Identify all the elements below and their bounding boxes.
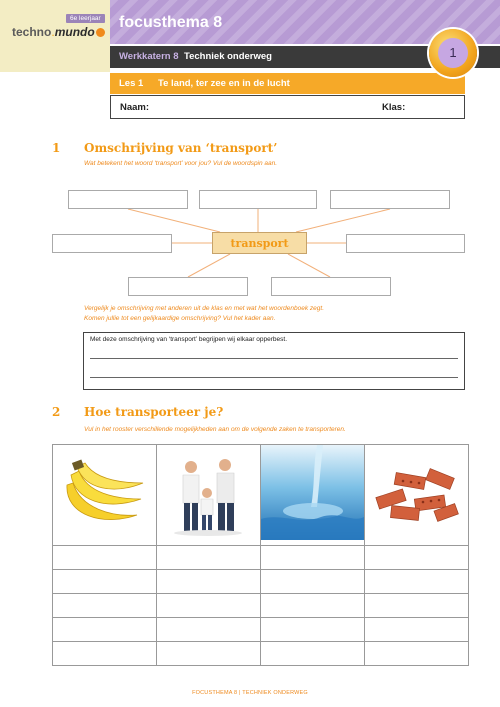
page-title: focusthema 8 [119, 14, 223, 31]
werkkatern-label: Werkkatern 8 [119, 51, 179, 62]
grid-cell[interactable] [157, 618, 261, 642]
grade-badge: 6e leerjaar [66, 14, 105, 23]
spider-answer-box-2[interactable] [199, 190, 317, 209]
spider-answer-box-4[interactable] [52, 234, 172, 253]
grid-cell[interactable] [157, 546, 261, 570]
spider-center-word: transport [230, 237, 289, 250]
section-1-instruction-2b: Komen jullie tot een gelijkaardige omschrijving? Vul het kader aan. [84, 315, 276, 322]
grid-cell[interactable] [53, 594, 157, 618]
grid-cell[interactable] [261, 618, 365, 642]
logo-part-dot: . [51, 25, 55, 39]
family-image [157, 445, 260, 540]
bricks-cell [365, 445, 469, 546]
spider-line-1 [128, 209, 220, 232]
spider-answer-box-1[interactable] [68, 190, 188, 209]
section-1-instruction-2a: Vergelijk je omschrijving met anderen uit de klas en met wat het woordenboek zegt. [84, 305, 325, 312]
grid-cell[interactable] [53, 546, 157, 570]
spider-answer-box-5[interactable] [346, 234, 465, 253]
grid-cell[interactable] [365, 570, 469, 594]
family-cell [157, 445, 261, 546]
grid-cell[interactable] [157, 642, 261, 666]
werkkatern-title: Techniek onderweg [184, 51, 272, 62]
section-2-title: Hoe transporteer je? [84, 405, 224, 419]
logo-part-techno: techno [12, 25, 52, 39]
spider-answer-box-3[interactable] [330, 190, 450, 209]
grid-cell[interactable] [157, 570, 261, 594]
section-1-title: Omschrijving van ‘transport’ [84, 141, 278, 155]
section-2-instruction: Vul in het rooster verschillende mogelijkheden aan om de volgende zaken te transporteren. [84, 426, 346, 433]
spider-answer-box-7[interactable] [271, 277, 391, 296]
grid-cell[interactable] [261, 546, 365, 570]
spider-line-6 [188, 254, 230, 277]
water-image [261, 445, 364, 540]
definition-line-1 [90, 358, 458, 359]
definition-text: Met deze omschrijving van ‘transport’ begrijpen wij elkaar opperbest. [90, 336, 288, 343]
grid-cell[interactable] [53, 570, 157, 594]
spider-answer-box-6[interactable] [128, 277, 248, 296]
grid-cell[interactable] [365, 594, 469, 618]
grid-cell[interactable] [261, 594, 365, 618]
spider-center-box [212, 232, 307, 254]
section-2-number: 2 [52, 405, 61, 419]
grid-cell[interactable] [261, 642, 365, 666]
grid-cell[interactable] [261, 570, 365, 594]
number-badge-label: 1 [438, 38, 468, 68]
grid-cell[interactable] [53, 642, 157, 666]
water-cell [261, 445, 365, 546]
definition-line-2 [90, 377, 458, 378]
bananas-image [53, 445, 156, 540]
les-label: Les 1 [119, 78, 144, 89]
grid-cell[interactable] [157, 594, 261, 618]
transport-grid [52, 444, 469, 666]
section-1-instruction: Wat betekent het woord ‘transport’ voor jou? Vul de woordspin aan. [84, 160, 278, 167]
les-title: Te land, ter zee en in de lucht [158, 78, 290, 89]
grid-cell[interactable] [365, 546, 469, 570]
klas-label[interactable]: Klas: [382, 102, 406, 113]
logo-part-mundo: mundo [54, 25, 95, 39]
page-footer: FOCUSTHEMA 8 | TECHNIEK ONDERWEG [192, 690, 308, 696]
section-1-number: 1 [52, 141, 61, 155]
spider-line-7 [288, 254, 330, 277]
grid-cell[interactable] [365, 642, 469, 666]
bananas-cell [53, 445, 157, 546]
grid-cell[interactable] [53, 618, 157, 642]
bricks-image [365, 445, 468, 540]
spider-line-3 [296, 209, 390, 232]
grid-cell[interactable] [365, 618, 469, 642]
name-label[interactable]: Naam: [120, 102, 150, 113]
